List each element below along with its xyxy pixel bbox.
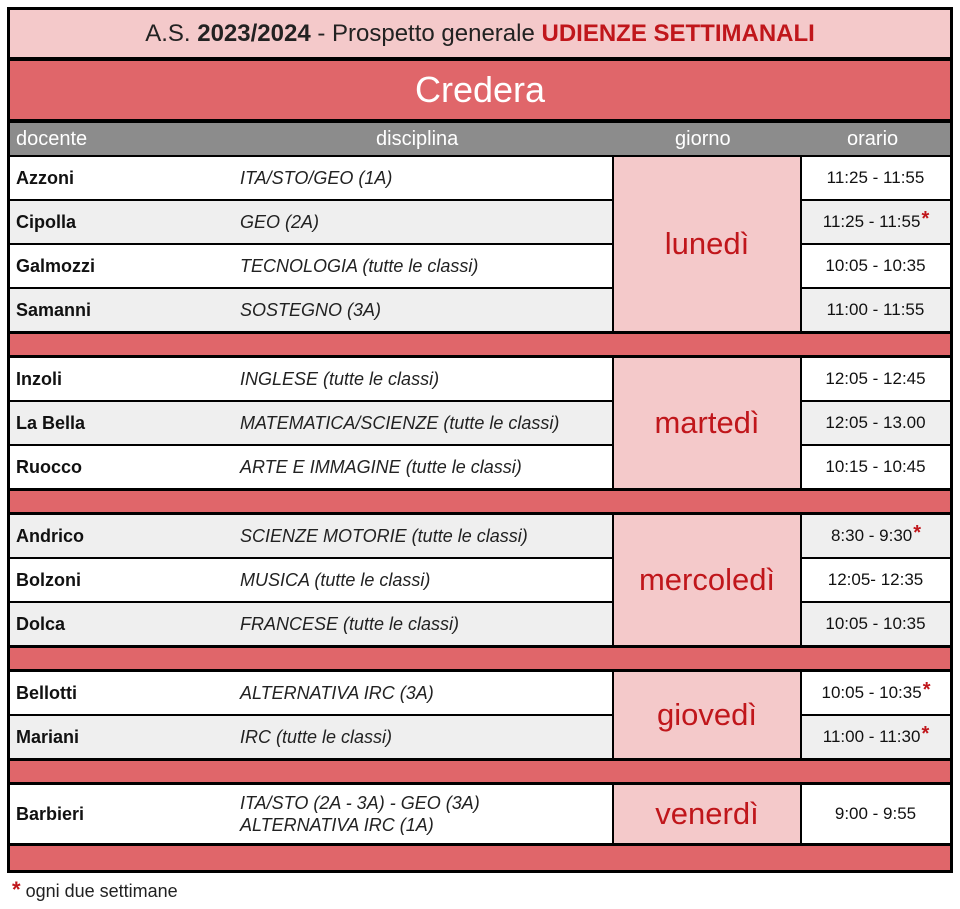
footnote-text: ogni due settimane [25, 881, 178, 901]
separator-band [10, 846, 950, 870]
separator-band [10, 648, 950, 669]
time-slot [802, 157, 950, 199]
biweekly-marker: * [913, 521, 922, 544]
table-row [10, 785, 612, 843]
subject: ALTERNATIVA IRC (3A) [240, 683, 434, 703]
subject: MATEMATICA/SCIENZE (tutte le classi) [240, 413, 560, 433]
separator-band [10, 761, 950, 782]
biweekly-marker: * [922, 678, 931, 701]
teacher-name: Andrico [16, 526, 85, 546]
time-text: 12:05 - 12:45 [825, 369, 926, 388]
biweekly-marker: * [921, 207, 930, 230]
table-row [10, 358, 612, 400]
day-block-wednesday [10, 515, 950, 645]
table-row [10, 201, 612, 243]
time-slot [802, 289, 950, 331]
teacher-name: Barbieri [16, 804, 85, 824]
time-slot [802, 603, 950, 645]
subject: INGLESE (tutte le classi) [240, 369, 440, 389]
column-header-day: giorno [675, 128, 731, 150]
time-text: 8:30 - 9:30 [830, 526, 913, 545]
day-label: venerdì [614, 785, 800, 843]
subject-line: ALTERNATIVA IRC (1A) [240, 815, 434, 835]
subject [240, 792, 480, 836]
time-text: 11:00 - 11:55 [826, 300, 925, 319]
subject: TECNOLOGIA (tutte le classi) [240, 256, 479, 276]
time-text: 10:05 - 10:35 [821, 683, 922, 702]
table-row [10, 245, 612, 287]
table-row [10, 559, 612, 601]
time-text: 11:00 - 11:30 [822, 727, 921, 746]
table-row [10, 157, 612, 199]
table-row [10, 289, 612, 331]
time-text: 12:05- 12:35 [827, 570, 924, 589]
column-header-subject: disciplina [376, 128, 459, 150]
subject: ITA/STO/GEO (1A) [240, 168, 393, 188]
day-block-tuesday [10, 358, 950, 488]
time-text: 10:05 - 10:35 [825, 256, 926, 275]
teacher-name: Samanni [16, 300, 92, 320]
title-highlight: UDIENZE SETTIMANALI [541, 19, 815, 47]
subject: ARTE E IMMAGINE (tutte le classi) [240, 457, 522, 477]
time-slot [802, 446, 950, 488]
subject: SOSTEGNO (3A) [240, 300, 382, 320]
subject: MUSICA (tutte le classi) [240, 570, 431, 590]
time-text: 10:15 - 10:45 [825, 457, 926, 476]
table-row [10, 446, 612, 488]
subject: GEO (2A) [240, 212, 320, 232]
time-slot [802, 201, 950, 243]
time-slot [802, 559, 950, 601]
document-title [10, 10, 950, 57]
table-row [10, 716, 612, 758]
time-slot [802, 672, 950, 714]
teacher-name: Mariani [16, 727, 80, 747]
subject-line: ITA/STO (2A - 3A) - GEO (3A) [240, 793, 480, 813]
column-headers [10, 123, 950, 155]
time-slot [802, 245, 950, 287]
time-text: 11:25 - 11:55 [826, 168, 925, 187]
table-row [10, 402, 612, 444]
separator-band [10, 334, 950, 355]
time-text: 11:25 - 11:55 [822, 212, 921, 231]
day-label: mercoledì [614, 515, 800, 645]
title-middle: - Prospetto generale [317, 19, 535, 47]
time-text: 10:05 - 10:35 [825, 614, 926, 633]
day-block-friday [10, 785, 950, 843]
teacher-name: Dolca [16, 614, 66, 634]
teacher-name: Azzoni [16, 168, 74, 188]
subject: FRANCESE (tutte le classi) [240, 614, 460, 634]
teacher-name: Bolzoni [16, 570, 81, 590]
teacher-name: Inzoli [16, 369, 62, 389]
teacher-name: Galmozzi [16, 256, 96, 276]
teacher-name: Bellotti [16, 683, 77, 703]
table-row [10, 672, 612, 714]
time-slot [802, 402, 950, 444]
school-year: 2023/2024 [197, 19, 311, 47]
title-prefix: A.S. [145, 19, 191, 47]
table-row [10, 515, 612, 557]
subject: IRC (tutte le classi) [240, 727, 393, 747]
day-label: giovedì [614, 672, 800, 758]
teacher-name: Cipolla [16, 212, 77, 232]
time-text: 12:05 - 13.00 [825, 413, 926, 432]
footnote [12, 877, 178, 903]
subject: SCIENZE MOTORIE (tutte le classi) [240, 526, 528, 546]
column-header-time: orario [847, 128, 899, 150]
biweekly-marker: * [921, 722, 930, 745]
time-slot [802, 785, 950, 843]
time-slot [802, 716, 950, 758]
day-block-monday [10, 157, 950, 331]
separator-band [10, 491, 950, 512]
schedule-table [7, 7, 953, 873]
teacher-name: La Bella [16, 413, 86, 433]
time-slot [802, 358, 950, 400]
column-header-teacher: docente [16, 128, 88, 150]
footnote-marker: * [12, 877, 21, 902]
day-block-thursday [10, 672, 950, 758]
school-name: Credera [10, 61, 950, 119]
day-label: lunedì [614, 157, 800, 331]
day-label: martedì [614, 358, 800, 488]
teacher-name: Ruocco [16, 457, 83, 477]
time-text: 9:00 - 9:55 [834, 804, 917, 823]
table-row [10, 603, 612, 645]
time-slot [802, 515, 950, 557]
